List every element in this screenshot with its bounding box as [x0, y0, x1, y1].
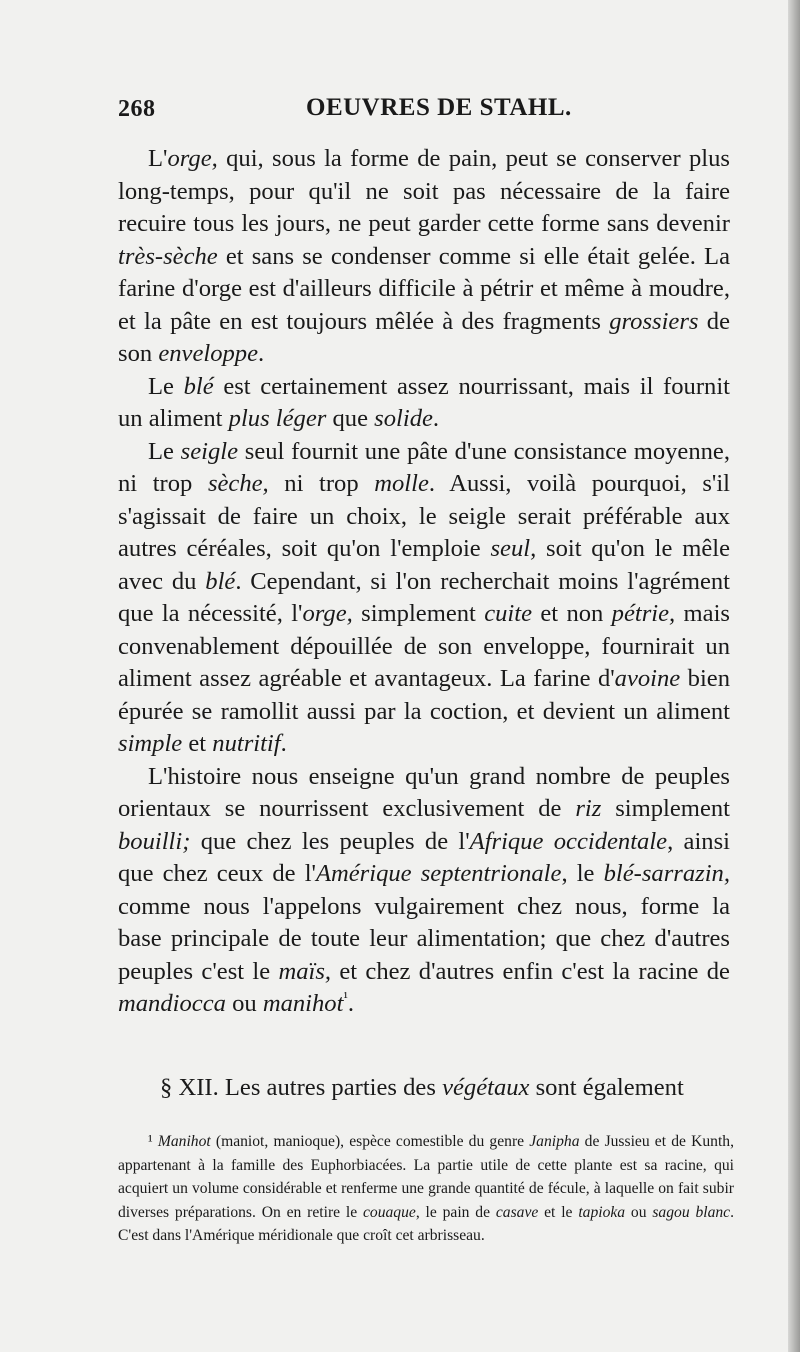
text-run: (maniot, manioque), espèce comestible du genre: [210, 1133, 530, 1150]
text-run: , ainsi que chez ceux de l': [118, 827, 730, 887]
body-text: [118, 143, 730, 1021]
text-run: simplement: [352, 600, 485, 627]
text-run: ¹: [148, 1133, 158, 1150]
text-run: seul fournit une pâte d'une consistance moyenne, ni trop: [118, 437, 730, 497]
running-title: OEUVRES DE STAHL.: [306, 94, 572, 121]
page-edge-shadow: [788, 0, 800, 1352]
italic-run: Janipha: [529, 1133, 580, 1150]
italic-run: orge,: [167, 145, 218, 172]
text-run: de son: [118, 307, 730, 367]
italic-run: sagou blanc: [652, 1203, 731, 1221]
footnote-text: [118, 1130, 734, 1248]
italic-run: casave: [495, 1203, 539, 1221]
text-run: et: [182, 730, 213, 757]
text-run: .: [258, 340, 265, 367]
italic-run: cuite: [484, 600, 533, 627]
text-run: .: [280, 730, 287, 757]
text-run: sont également: [529, 1074, 684, 1101]
text-run: . C'est dans l'Amérique méridionale que croît cet arbrisseau.: [118, 1203, 734, 1244]
text-run: simplement: [601, 795, 730, 822]
italic-run: enveloppe: [158, 340, 259, 367]
text-run: ou: [625, 1203, 653, 1221]
text-run: bien épurée se ramollit aussi par la coction, et devient un aliment: [118, 665, 730, 725]
text-run: ou: [225, 990, 263, 1017]
text-run: et le: [538, 1203, 579, 1221]
footnote: [118, 1130, 734, 1248]
footnote-marker: ¹: [343, 989, 348, 1006]
text-run: qui, sous la forme de pain, peut se conserver plus long-temps, pour qu'il ne soit pas nécessaire de la faire recuire tous les jours, ne peut garder cette forme sans devenir: [118, 145, 730, 237]
paragraph: [118, 371, 730, 436]
text-run: de Jussieu et de Kunth, appartenant à la famille des Euphorbiacées. La partie utile de cette plante est sa racine, qui acquiert un volume considérable et renferme une grande quantité de fécule, à laquelle on fait subir diverses préparations. On en retire le: [118, 1133, 735, 1221]
italic-run: grossiers: [609, 307, 699, 335]
italic-run: bouilli;: [118, 827, 191, 855]
text-run: L'histoire nous enseigne qu'un grand nombre de peuples orientaux se nourrissent exclusivement de: [118, 762, 730, 822]
paragraph: [118, 143, 730, 371]
paragraph: [118, 761, 730, 1021]
text-run: .: [432, 405, 440, 432]
text-run: , le: [561, 860, 604, 887]
page-number: 268: [118, 96, 156, 122]
italic-run: pétrie,: [611, 600, 676, 627]
italic-run: tapioka: [578, 1203, 626, 1221]
italic-run: blé: [205, 567, 236, 595]
italic-run: manihot: [262, 990, 344, 1017]
italic-run: blé-sarrazin,: [603, 860, 730, 887]
text-run: . Cependant, si l'on recherchait moins l'agrément que la nécessité, l': [118, 567, 730, 627]
italic-run: simple: [118, 730, 183, 757]
text-run: soit qu'on le mêle avec du: [118, 535, 730, 595]
italic-run: Afrique occidentale: [469, 827, 668, 855]
italic-run: riz: [575, 795, 602, 822]
italic-run: maïs,: [278, 957, 332, 985]
italic-run: sèche,: [207, 470, 269, 497]
italic-run: seigle: [180, 437, 239, 465]
text-run: § XII. Les autres parties des: [160, 1074, 443, 1101]
text-run: . Aussi, voilà pourquoi, s'il s'agissait de faire un choix, le seigle serait préférable aux autres céréales, soit qu'on l'emploie: [118, 470, 730, 562]
italic-run: Manihot: [157, 1133, 211, 1150]
italic-run: avoine: [614, 665, 681, 692]
italic-run: orge,: [302, 600, 353, 627]
italic-run: mandiocca: [118, 990, 226, 1017]
section-xii: [118, 1072, 730, 1104]
text-run: et chez d'autres enfin c'est la racine de: [331, 957, 730, 985]
italic-run: végétaux: [442, 1074, 530, 1101]
italic-run: plus léger: [228, 405, 327, 432]
italic-run: très-sèche: [118, 242, 218, 270]
text-run: L': [148, 145, 168, 172]
italic-run: nutritif: [212, 730, 281, 757]
text-run: Le: [148, 437, 181, 465]
text-run: .: [347, 990, 355, 1017]
paragraph: [118, 436, 730, 761]
italic-run: Amérique septentrionale: [315, 860, 562, 887]
text-run: Le: [148, 372, 184, 400]
page-header: [118, 94, 730, 128]
italic-run: couaque: [362, 1203, 416, 1221]
text-run: ni trop: [268, 470, 375, 497]
section-heading-paragraph: [118, 1072, 730, 1104]
text-run: comme nous l'appelons vulgairement chez nous, forme la base principale de toute leur alimentation; que chez d'autres peuples c'est le: [118, 892, 730, 985]
italic-run: blé: [183, 372, 214, 400]
text-run: mais convenablement dépouillée de son enveloppe, fournirait un aliment assez agréable et avantageux. La farine d': [118, 600, 730, 692]
text-run: , le pain de: [415, 1203, 496, 1221]
text-run: est certainement assez nourrissant, mais il fournit un aliment: [118, 372, 730, 432]
italic-run: solide: [374, 405, 433, 432]
text-run: et sans se condenser comme si elle était gelée. La farine d'orge est d'ailleurs difficile à pétrir et même à moudre, et la pâte en est toujours mêlée à des fragments: [118, 242, 730, 335]
italic-run: molle: [374, 470, 429, 497]
text-run: que: [326, 405, 375, 432]
text-run: et non: [532, 600, 612, 627]
italic-run: seul,: [490, 535, 537, 562]
text-run: que chez les peuples de l': [190, 827, 470, 855]
